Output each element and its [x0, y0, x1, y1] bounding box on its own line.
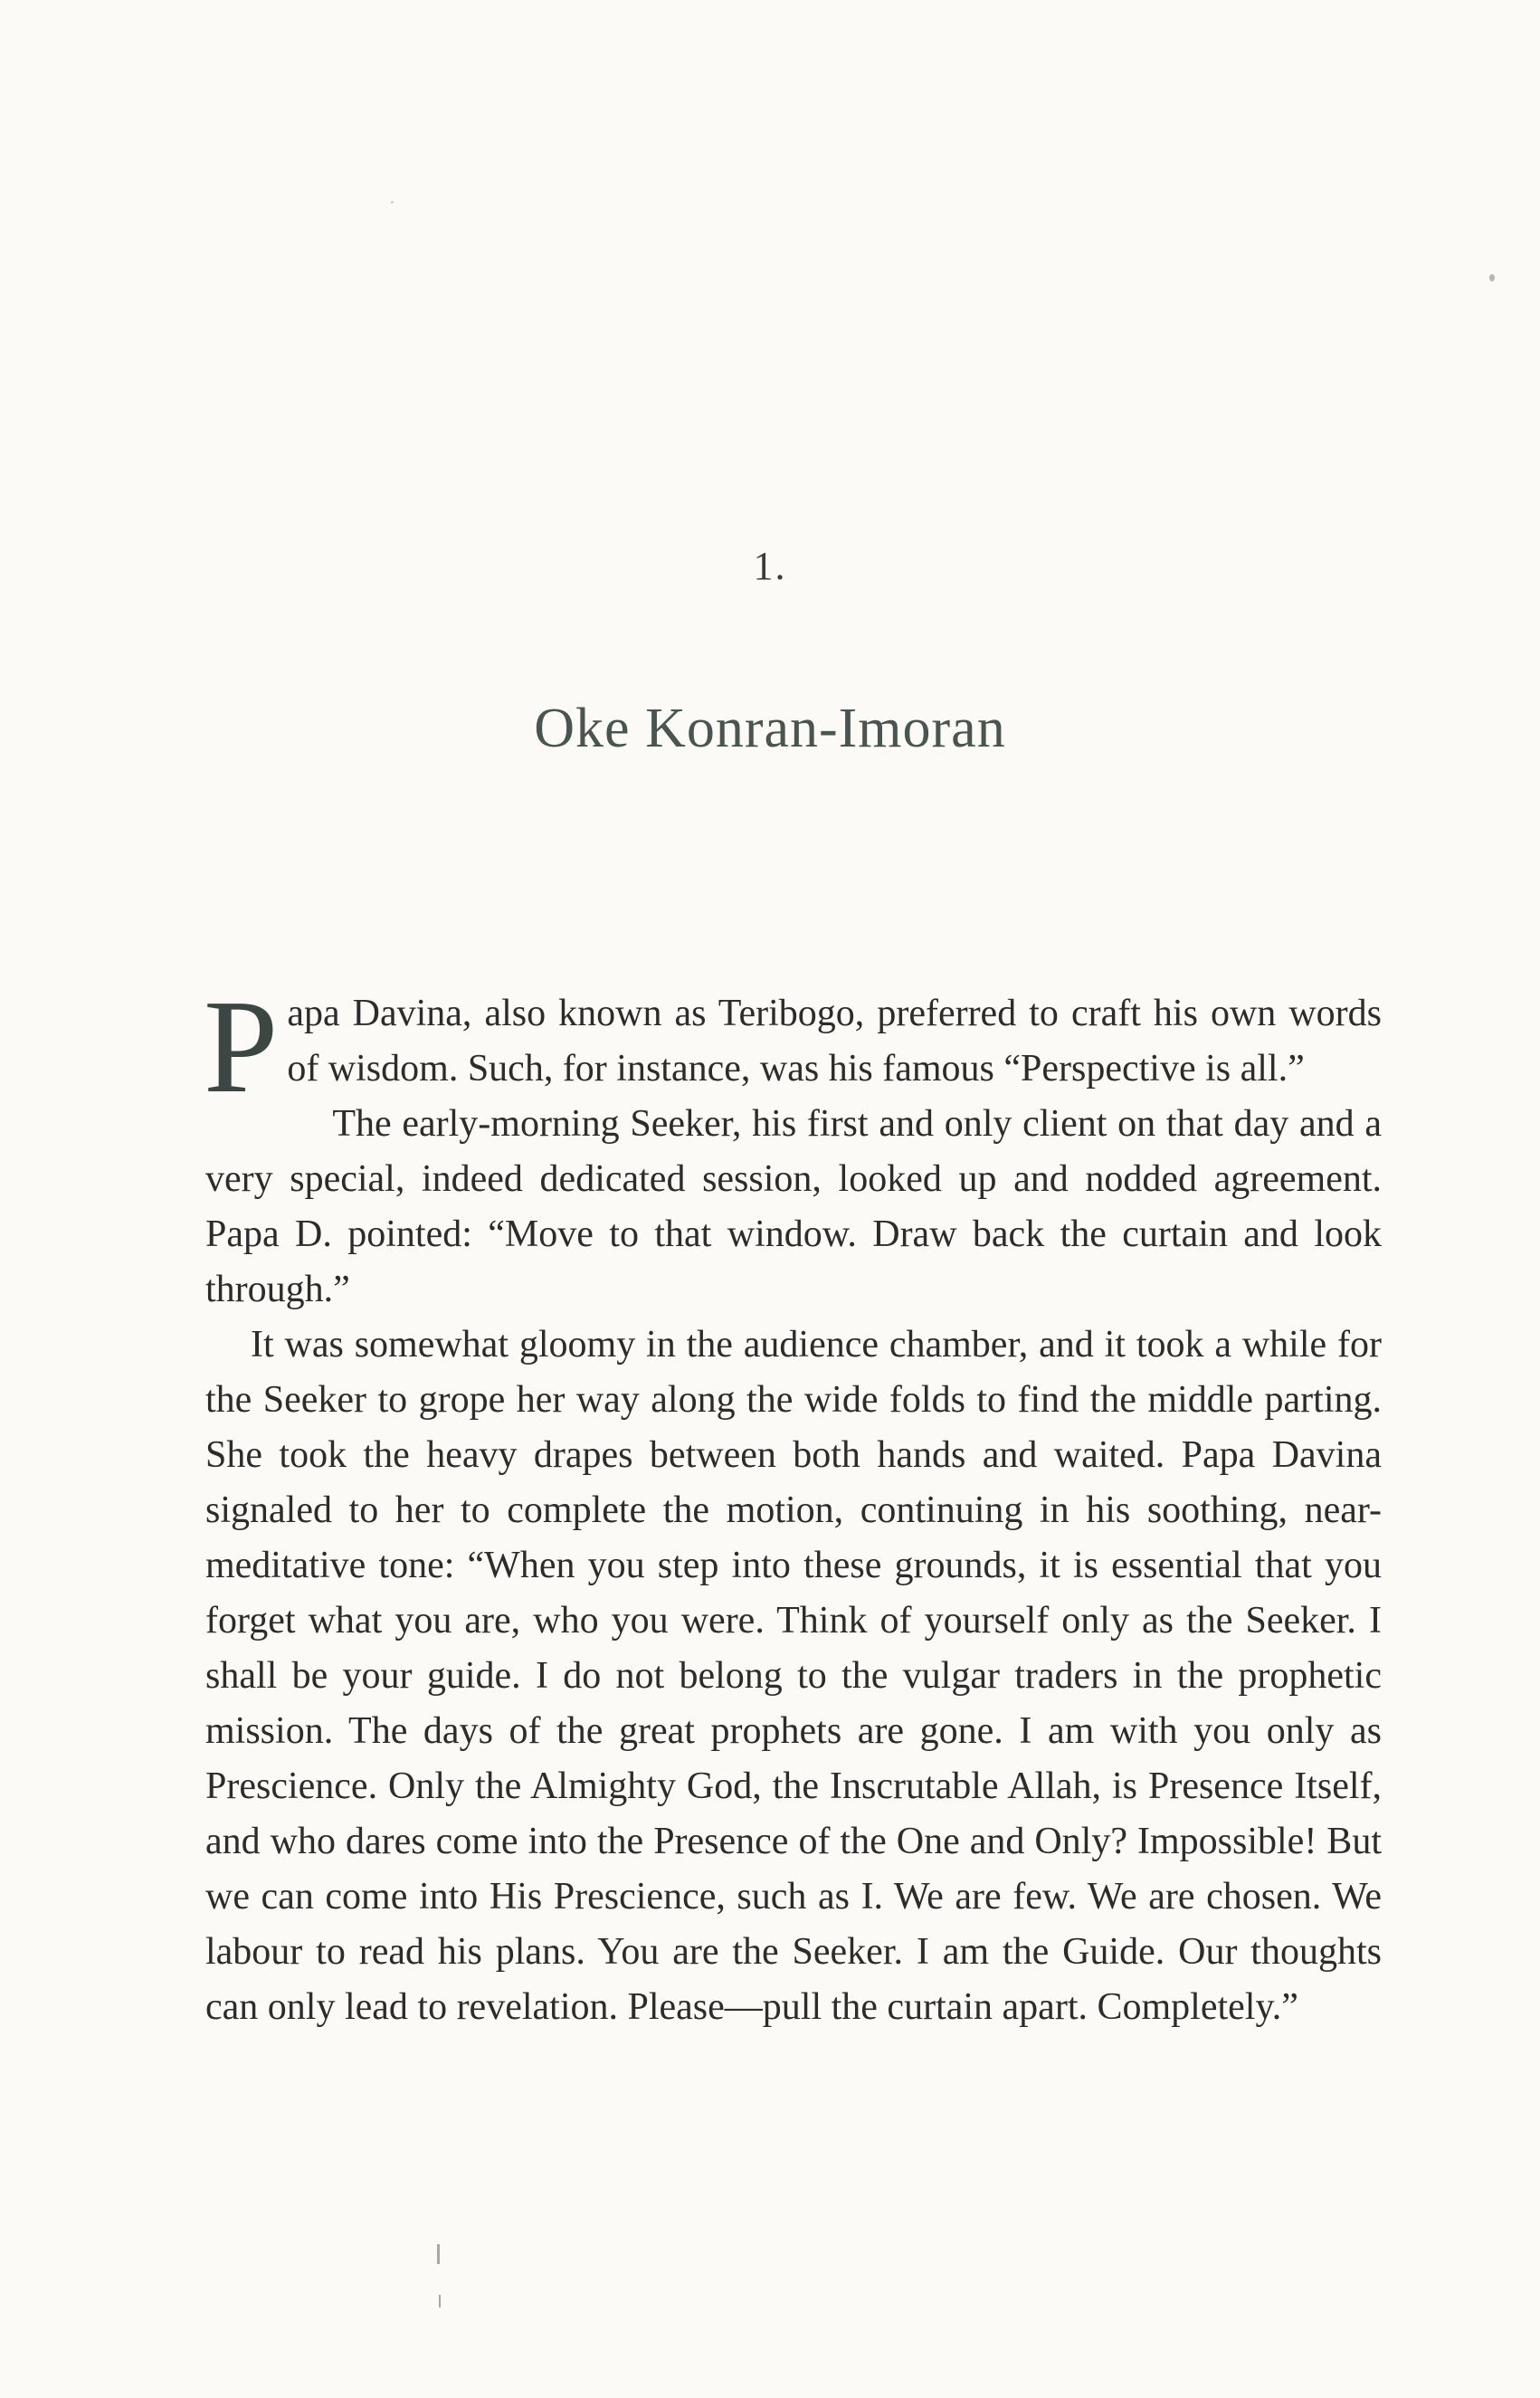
paper-mark — [437, 2244, 440, 2264]
paragraph-1-text: apa Davina, also known as Teribogo, preferred to craft his own words of wisdom. Such, for instance, was his famous “Perspective is all.” — [287, 993, 1382, 1090]
paper-speck — [391, 201, 394, 204]
paragraph-1 — [204, 973, 1382, 1121]
paper-speck — [1489, 274, 1495, 281]
paragraph-2: The early-morning Seeker, his first and only client on that day and a very special, indeed dedicated session, looked up and nodded agreement. Papa D. pointed: “Move to that window. Draw back the curtain and look through.” — [205, 1103, 1382, 1310]
paper-mark — [439, 2295, 441, 2308]
chapter-title: Oke Konran-Imoran — [534, 698, 1006, 759]
paragraph-3: It was somewhat gloomy in the audience chamber, and it took a while for the Seeker to grope her way along the wide folds to find the middle parting. She took the heavy drapes between both hands and waited. Papa Davina signaled to her to complete the motion, continuing in his soothing, near-meditative tone: “When you step into these grounds, it is essential that you forget what you are, who you were. Think of yourself only as the Seeker. I shall be your guide. I do not belong to the vulgar traders in the prophetic mission. The days of the great prophets are gone. I am with you only as Prescience. Only the Almighty God, the Inscrutable Allah, is Presence Itself, and who dares come into the Presence of the One and Only? Impossible! But we can come into His Prescience, such as I. We are few. We are chosen. We labour to read his plans. You are the Seeker. I am the Guide. Our thoughts can only lead to revelation. Please—pull the curtain apart. Completely.” — [205, 1324, 1382, 2028]
chapter-number: 1. — [753, 544, 787, 588]
drop-cap: P — [204, 973, 279, 1121]
chapter-body — [204, 973, 1382, 2035]
